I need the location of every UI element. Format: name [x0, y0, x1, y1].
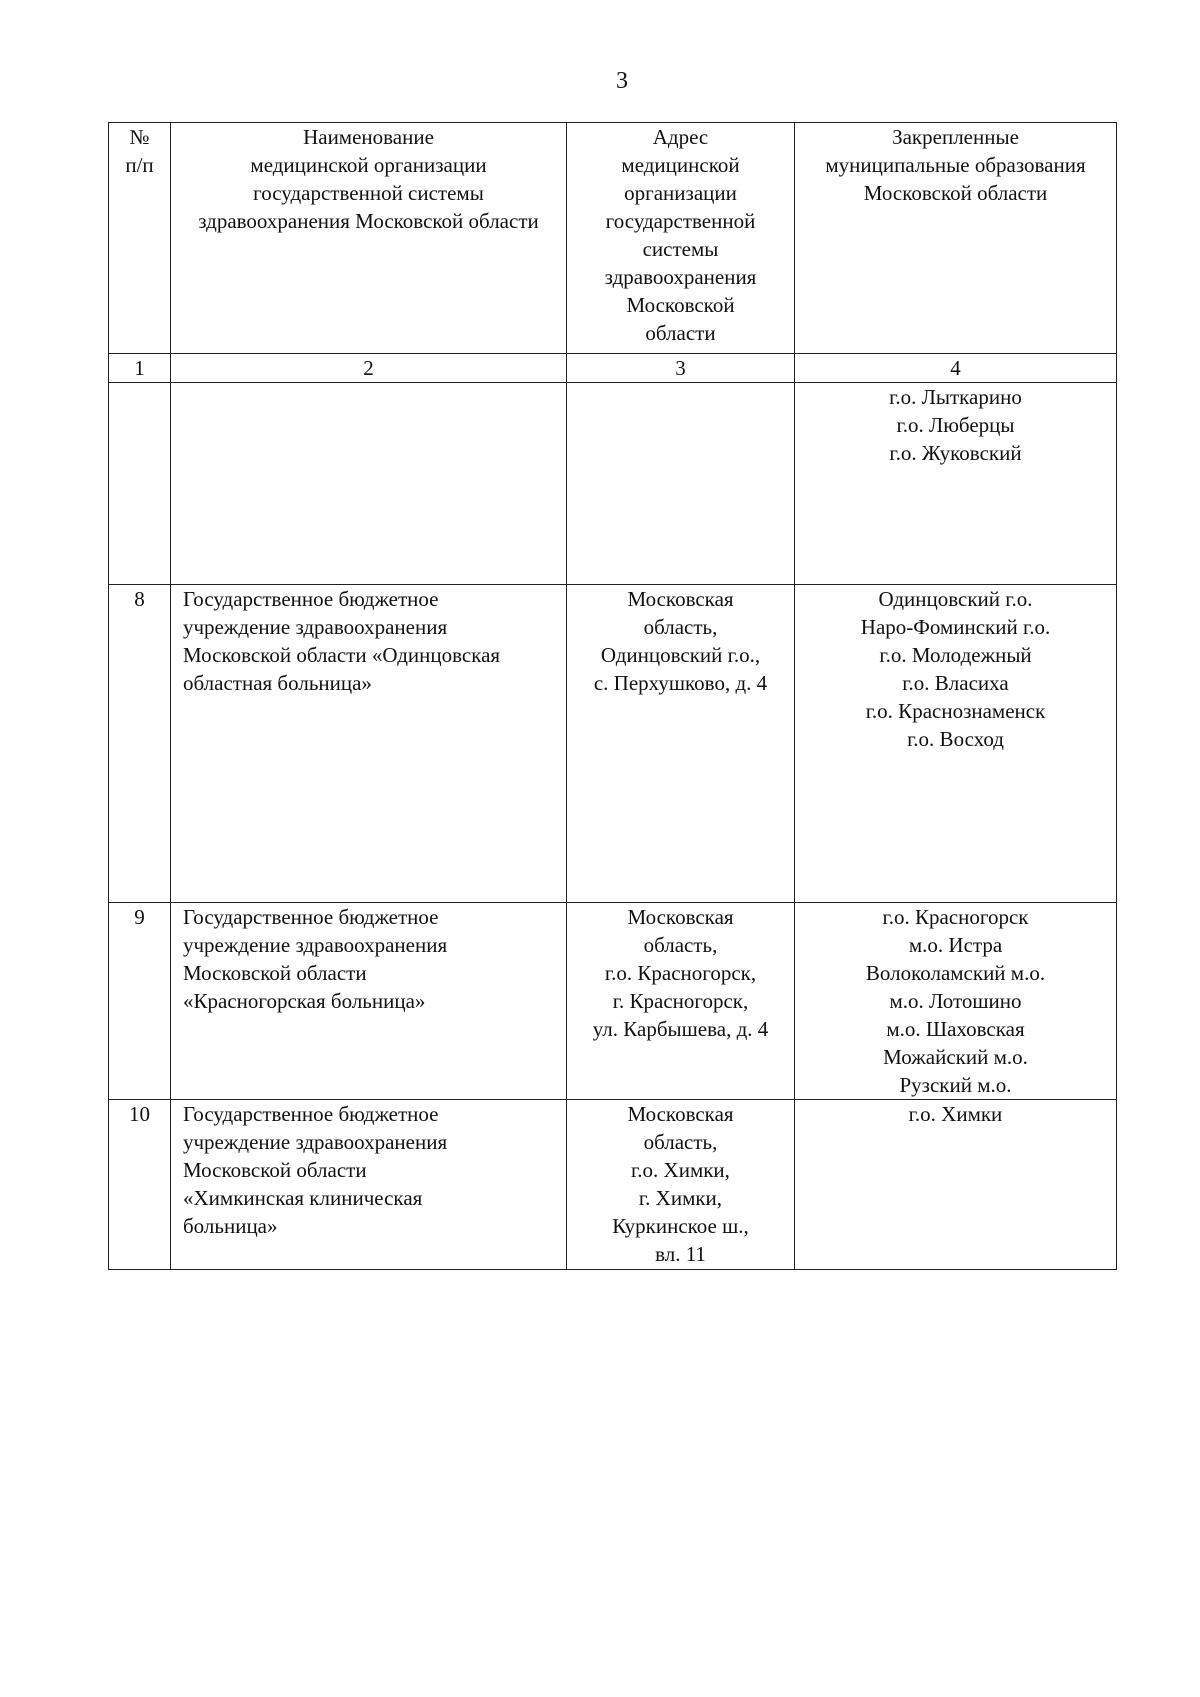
header-address	[567, 123, 795, 354]
municipalities	[795, 1100, 1117, 1270]
header-number	[109, 123, 171, 354]
municipality-line: Одинцовский г.о.	[878, 587, 1033, 611]
address-line: Московская	[627, 587, 734, 611]
organization-address	[567, 585, 795, 903]
municipalities	[795, 903, 1117, 1100]
address-line: с. Перхушково, д. 4	[593, 671, 768, 695]
municipalities	[795, 585, 1117, 903]
name-line: Государственное бюджетное	[183, 587, 439, 611]
municipality-line: г.о. Восход	[907, 727, 1004, 751]
address-line: г.о. Химки,	[631, 1158, 730, 1182]
address-line: область,	[643, 615, 718, 639]
name-line: учреждение здравоохранения	[183, 933, 448, 957]
municipalities	[795, 383, 1117, 585]
table-header-row	[109, 123, 1117, 354]
header-line: области	[645, 321, 716, 345]
municipality-line: м.о. Шаховская	[886, 1017, 1025, 1041]
address-line: ул. Карбышева, д. 4	[592, 1017, 769, 1041]
column-number-row	[109, 354, 1117, 383]
municipality-line: Волоколамский м.о.	[865, 961, 1046, 985]
address-line: область,	[643, 933, 718, 957]
municipality-line: г.о. Красногорск	[882, 905, 1029, 929]
name-line: Государственное бюджетное	[183, 1102, 439, 1126]
row-number	[109, 383, 171, 585]
name-line: областная больница»	[183, 671, 372, 695]
name-line: Московской области	[183, 1158, 367, 1182]
address-line: г. Химки,	[638, 1186, 723, 1210]
row-number: 8	[109, 585, 171, 903]
municipality-line: г.о. Химки	[908, 1102, 1003, 1126]
organization-name	[171, 1100, 567, 1270]
header-line: Адрес	[652, 125, 709, 149]
municipality-line: г.о. Жуковский	[889, 441, 1022, 465]
header-line: муниципальные образования	[825, 153, 1086, 177]
header-line: медицинской организации	[250, 153, 487, 177]
header-line: Московской	[626, 293, 735, 317]
header-line: здравоохранения	[604, 265, 757, 289]
table-row	[109, 1100, 1117, 1270]
header-line: Закрепленные	[892, 125, 1019, 149]
organization-address	[567, 903, 795, 1100]
header-municipalities	[795, 123, 1117, 354]
row-number: 10	[109, 1100, 171, 1270]
address-line: Московская	[627, 1102, 734, 1126]
header-line: №	[129, 125, 150, 149]
address-line: вл. 11	[655, 1242, 706, 1266]
name-line: учреждение здравоохранения	[183, 615, 448, 639]
organization-address	[567, 383, 795, 585]
column-number: 2	[171, 354, 567, 383]
organization-address	[567, 1100, 795, 1270]
header-line: государственной	[605, 209, 756, 233]
organization-name	[171, 383, 567, 585]
column-number: 1	[109, 354, 171, 383]
municipality-line: г.о. Краснознаменск	[865, 699, 1046, 723]
name-line: больница»	[183, 1214, 278, 1238]
address-line: г.о. Красногорск,	[604, 961, 757, 985]
municipality-line: м.о. Лотошино	[889, 989, 1022, 1013]
row-number: 9	[109, 903, 171, 1100]
page-number: 3	[616, 68, 628, 94]
name-line: Московской области «Одинцовская	[183, 643, 501, 667]
address-line: Одинцовский г.о.,	[600, 643, 761, 667]
municipality-line: г.о. Молодежный	[879, 643, 1032, 667]
name-line: «Красногорская больница»	[183, 989, 426, 1013]
header-line: Наименование	[303, 125, 434, 149]
header-line: организации	[624, 181, 737, 205]
municipality-line: Наро-Фоминский г.о.	[860, 615, 1051, 639]
table-row	[109, 903, 1117, 1100]
name-line: Государственное бюджетное	[183, 905, 439, 929]
column-number: 3	[567, 354, 795, 383]
table-row	[109, 585, 1117, 903]
municipality-line: г.о. Лыткарино	[889, 385, 1022, 409]
organization-name	[171, 903, 567, 1100]
name-line: Московской области	[183, 961, 367, 985]
name-line: «Химкинская клиническая	[183, 1186, 423, 1210]
municipality-line: г.о. Люберцы	[896, 413, 1015, 437]
organizations-table	[108, 122, 1117, 1270]
address-line: область,	[643, 1130, 718, 1154]
header-organization-name	[171, 123, 567, 354]
header-line: Московской области	[863, 181, 1048, 205]
table-row	[109, 383, 1117, 585]
municipality-line: м.о. Истра	[908, 933, 1003, 957]
header-line: системы	[642, 237, 719, 261]
municipality-line: Можайский м.о.	[883, 1045, 1028, 1069]
header-line: п/п	[125, 153, 154, 177]
organization-name	[171, 585, 567, 903]
column-number: 4	[795, 354, 1117, 383]
address-line: г. Красногорск,	[612, 989, 749, 1013]
header-line: здравоохранения Московской области	[198, 209, 539, 233]
header-line: медицинской	[621, 153, 740, 177]
municipality-line: г.о. Власиха	[902, 671, 1009, 695]
address-line: Куркинское ш.,	[612, 1214, 749, 1238]
address-line: Московская	[627, 905, 734, 929]
name-line: учреждение здравоохранения	[183, 1130, 448, 1154]
header-line: государственной системы	[253, 181, 484, 205]
municipality-line: Рузский м.о.	[899, 1073, 1012, 1097]
